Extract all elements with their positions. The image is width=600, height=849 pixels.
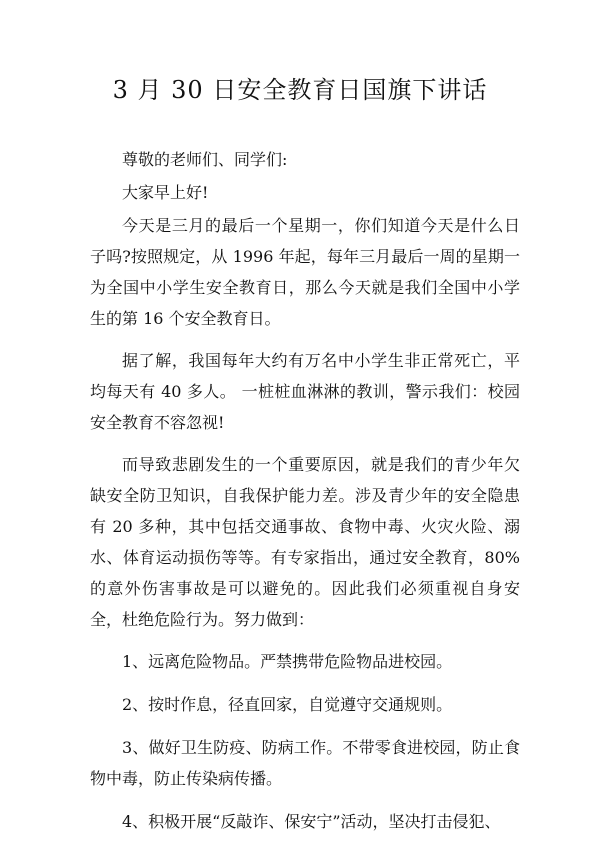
list-item: 1、远离危险物品。严禁携带危险物品进校园。 — [122, 652, 453, 671]
document-title: 3 月 30 日安全教育日国旗下讲话 — [112, 76, 488, 104]
paragraph: 今天是三月的最后一个星期一，你们知道今天是什么日子吗?按照规定，从 1996 年起，每年三月最后一周的星期一为全国中小学生安全教育日，那么今天就是我们全国中小学生的第 16 个安全教育日。 — [90, 216, 520, 328]
salutation: 尊敬的老师们、同学们: — [122, 150, 288, 169]
list-item: 2、按时作息，径直回家，自觉遵守交通规则。 — [122, 695, 453, 714]
list-item: 3、做好卫生防疫、防病工作。不带零食进校园，防止食物中毒，防止传染病传播。 — [90, 738, 520, 788]
paragraph: 而导致悲剧发生的一个重要原因，就是我们的青少年欠缺安全防卫知识，自我保护能力差。涉及青少年的安全隐患有 20 多种，其中包括交通事故、食物中毒、火灾火险、溺水、体育运动损伤等等。有专家指出，通过安全教育，80%的意外伤害事故是可以避免的。因此我们必须重视自身安全，杜绝危险行为。努力做到： — [90, 455, 520, 629]
greeting: 大家早上好! — [122, 183, 209, 202]
paragraph: 据了解，我国每年大约有万名中小学生非正常死亡，平均每天有 40 多人。 一桩桩血淋淋的教训，警示我们：校园安全教育不容忽视! — [90, 351, 520, 432]
list-item: 4、积极开展“反敲诈、保安宁”活动，坚决打击侵犯、 — [122, 812, 501, 831]
document-body — [90, 144, 520, 849]
